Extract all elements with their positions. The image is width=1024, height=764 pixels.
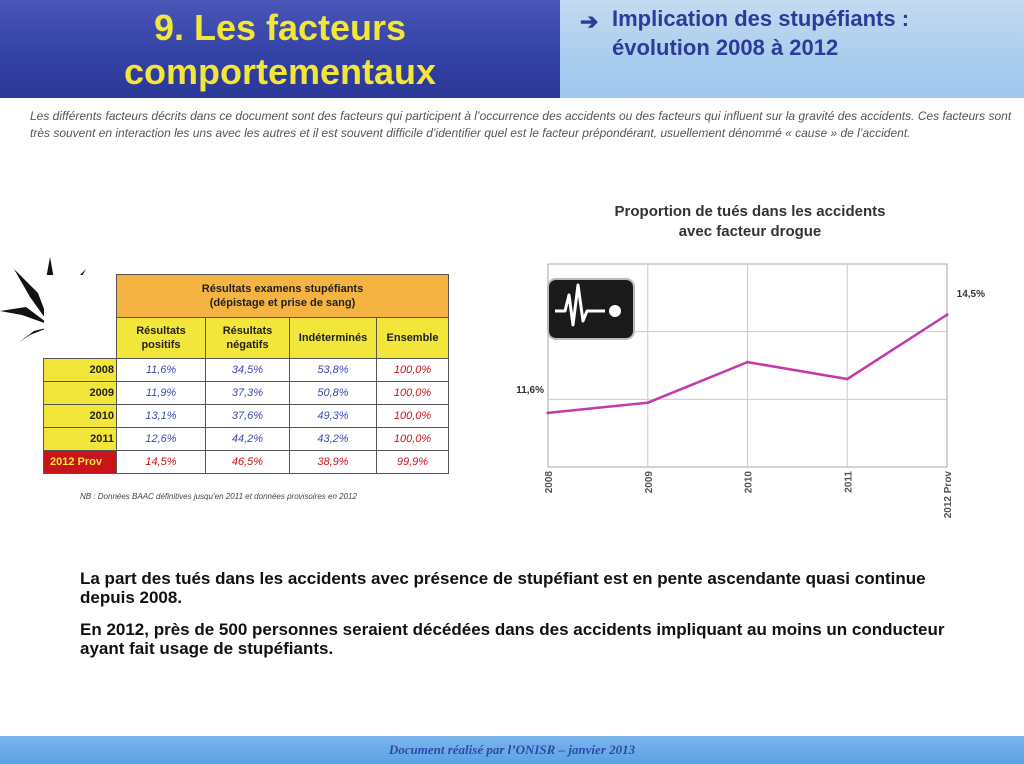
x-tick-label: 2012 Prov [943, 471, 954, 519]
cell-indetermines: 43,2% [290, 428, 377, 451]
cell-ensemble: 100,0% [377, 405, 449, 428]
x-tick-label: 2009 [643, 471, 655, 494]
cell-negatifs: 46,5% [206, 451, 290, 474]
cell-indetermines: 50,8% [290, 382, 377, 405]
table-note: NB : Données BAAC définitives jusqu’en 2011 et données provisoires en 2012 [80, 492, 357, 501]
cell-negatifs: 37,3% [206, 382, 290, 405]
x-tick-label: 2011 [843, 471, 855, 493]
cell-negatifs: 34,5% [206, 359, 290, 382]
col-header-positifs: Résultats positifs [117, 318, 206, 359]
cell-indetermines: 53,8% [290, 359, 377, 382]
row-year: 2009 [44, 382, 117, 405]
intro-paragraph: Les différents facteurs décrits dans ce document sont des facteurs qui participent à l’occurrence des accidents ou des facteurs qui influent sur la gravité des accidents. Ces facteurs sont très souvent en interaction les uns avec les autres et il est souvent difficile d’identifier quel est le facteur prépondérant, usuellement dénommé « cause » de l’accident. [30, 109, 1012, 140]
cell-negatifs: 44,2% [206, 428, 290, 451]
table-row [44, 359, 449, 382]
table-title: Résultats examens stupéfiants (dépistage et prise de sang) [117, 275, 449, 318]
data-label-first: 11,6% [516, 384, 544, 396]
footer: Document réalisé par l’ONISR – janvier 2013 [0, 736, 1024, 764]
data-point [746, 361, 749, 364]
cell-positifs: 13,1% [117, 405, 206, 428]
line-chart [505, 255, 995, 525]
col-header-negatifs: Résultats négatifs [206, 318, 290, 359]
data-point [646, 401, 649, 404]
cell-indetermines: 49,3% [290, 405, 377, 428]
body-paragraph-2: En 2012, près de 500 personnes seraient décédées dans des accidents impliquant au moins un conducteur ayant fait usage de stupéfiants. [80, 620, 945, 658]
table-row [44, 451, 449, 474]
cell-ensemble: 99,9% [377, 451, 449, 474]
table-row [44, 405, 449, 428]
cell-positifs: 14,5% [117, 451, 206, 474]
table-row [44, 382, 449, 405]
results-table [43, 274, 449, 474]
subtitle-line2: évolution 2008 à 2012 [612, 35, 839, 60]
subtitle-line1: Implication des stupéfiants : [612, 6, 910, 31]
col-header-ensemble: Ensemble [377, 318, 449, 359]
x-tick-label: 2010 [743, 471, 755, 494]
arrow-right-icon: ➔ [580, 9, 599, 34]
cell-ensemble: 100,0% [377, 359, 449, 382]
cell-ensemble: 100,0% [377, 428, 449, 451]
table-row [44, 428, 449, 451]
heartbeat-monitor-icon [548, 279, 634, 339]
body-text [80, 569, 980, 671]
row-year: 2012 Prov [44, 451, 117, 474]
data-point [547, 411, 550, 414]
data-point [946, 313, 949, 316]
col-header-indetermines: Indéterminés [290, 318, 377, 359]
row-year: 2008 [44, 359, 117, 382]
cell-positifs: 11,9% [117, 382, 206, 405]
row-year: 2011 [44, 428, 117, 451]
cell-negatifs: 37,6% [206, 405, 290, 428]
cell-indetermines: 38,9% [290, 451, 377, 474]
subtitle-banner [560, 0, 1024, 98]
cell-positifs: 12,6% [117, 428, 206, 451]
page-title-line2: comportementaux [123, 51, 437, 92]
row-year: 2010 [44, 405, 117, 428]
cell-positifs: 11,6% [117, 359, 206, 382]
x-tick-label: 2008 [544, 471, 555, 494]
chart-title: Proportion de tués dans les accidents avec facteur drogue [614, 203, 886, 240]
data-label-last: 14,5% [956, 288, 985, 300]
body-paragraph-1: La part des tués dans les accidents avec présence de stupéfiant est en pente ascendante quasi continue depuis 2008. [80, 569, 926, 607]
page-title-line1: 9. Les facteurs [153, 7, 407, 48]
data-point [846, 378, 849, 381]
cell-ensemble: 100,0% [377, 382, 449, 405]
title-banner [0, 0, 560, 98]
